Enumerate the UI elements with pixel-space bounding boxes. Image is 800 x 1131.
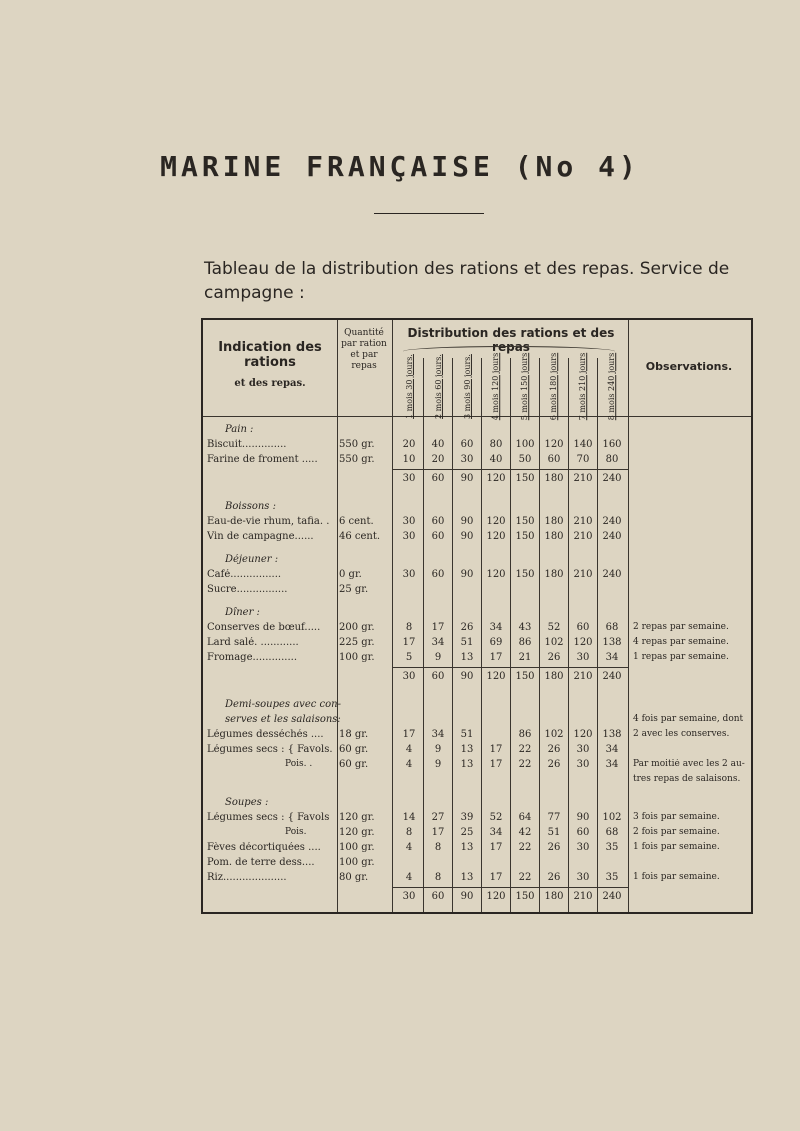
section-label: serves et les salaisons: — [225, 714, 341, 725]
section-label: Pain : — [225, 424, 254, 435]
ration-count-cell: 140 — [573, 439, 593, 450]
quantity-cell: 6 cent. — [339, 516, 374, 527]
ration-count-cell: 34 — [605, 744, 619, 755]
observations-header: Observations. — [645, 360, 733, 373]
ration-count-cell: 240 — [602, 531, 622, 542]
ration-count-cell: 90 — [460, 569, 474, 580]
ration-count-cell: 60 — [547, 454, 561, 465]
ration-count-cell: 17 — [489, 744, 503, 755]
ration-count-cell: 30 — [576, 842, 590, 853]
ration-count-cell: 13 — [460, 872, 474, 883]
row-label: Biscuit.............. — [207, 439, 287, 450]
quantity-cell: 25 gr. — [339, 584, 369, 595]
period-column-divider — [423, 358, 424, 912]
table-row — [203, 454, 751, 467]
period-header — [569, 352, 597, 420]
ration-count-cell: 210 — [573, 516, 593, 527]
period-header-label: 6 mois 180 jours — [549, 352, 559, 420]
table-row — [203, 584, 751, 597]
row-label: Sucre................ — [207, 584, 288, 595]
ration-count-cell: 13 — [460, 744, 474, 755]
ration-count-cell: 26 — [547, 842, 561, 853]
ration-count-cell: 80 — [605, 454, 619, 465]
table-row — [203, 554, 751, 567]
ration-count-cell: 90 — [576, 812, 590, 823]
ration-count-cell: 138 — [602, 729, 622, 740]
ration-count-cell: 40 — [431, 439, 445, 450]
ration-count-cell: 51 — [460, 729, 474, 740]
ration-count-cell: 39 — [460, 812, 474, 823]
ration-count-cell: 90 — [460, 531, 474, 542]
ration-count-cell: 13 — [460, 759, 474, 770]
ration-count-cell: 26 — [460, 622, 474, 633]
table-row — [203, 774, 751, 787]
ration-count-cell: 26 — [547, 872, 561, 883]
table-row — [203, 842, 751, 855]
row-label: Vin de campagne...... — [207, 531, 314, 542]
table-row — [203, 891, 751, 904]
ration-count-cell: 69 — [489, 637, 503, 648]
ration-count-cell: 20 — [431, 454, 445, 465]
observation-cell: tres repas de salaisons. — [633, 774, 741, 784]
table-row — [203, 652, 751, 665]
quantity-cell: 550 gr. — [339, 454, 375, 465]
period-header-label: 5 mois 150 jours — [520, 352, 530, 420]
row-label: Eau-de-vie rhum, tafia. . — [207, 516, 330, 527]
section-label: Déjeuner : — [225, 554, 279, 565]
ration-count-cell: 120 — [544, 439, 564, 450]
quantity-cell: 46 cent. — [339, 531, 381, 542]
quantity-cell: 120 gr. — [339, 812, 375, 823]
ration-count-cell: 86 — [518, 637, 532, 648]
ration-count-cell: 30 — [576, 744, 590, 755]
ration-count-cell: 30 — [402, 473, 416, 484]
ration-count-cell: 150 — [515, 516, 535, 527]
ration-count-cell: 180 — [544, 531, 564, 542]
ration-count-cell: 30 — [576, 652, 590, 663]
ration-count-cell: 86 — [518, 729, 532, 740]
ration-count-cell: 8 — [405, 622, 413, 633]
ration-count-cell: 240 — [602, 891, 622, 902]
quantity-cell: 550 gr. — [339, 439, 375, 450]
ration-count-cell: 68 — [605, 827, 619, 838]
table-row — [203, 671, 751, 684]
ration-count-cell: 8 — [434, 872, 442, 883]
ration-count-cell: 9 — [434, 652, 442, 663]
ration-count-cell: 22 — [518, 872, 532, 883]
quantity-cell: 100 gr. — [339, 857, 375, 868]
period-column-divider — [568, 358, 569, 912]
row-label: Conserves de bœuf..... — [207, 622, 321, 633]
ration-count-cell: 35 — [605, 872, 619, 883]
ration-count-cell: 21 — [518, 652, 532, 663]
ration-count-cell: 60 — [431, 531, 445, 542]
ration-count-cell: 90 — [460, 516, 474, 527]
period-header-label: 7 mois 210 jours — [578, 352, 588, 420]
table-caption: Tableau de la distribution des rations et des repas. Service de campagne : — [204, 259, 730, 303]
ration-count-cell: 240 — [602, 516, 622, 527]
period-header — [482, 352, 510, 420]
ration-count-cell: 8 — [434, 842, 442, 853]
ration-count-cell: 90 — [460, 671, 474, 682]
ration-count-cell: 9 — [434, 759, 442, 770]
ration-count-cell: 120 — [486, 531, 506, 542]
ration-count-cell: 30 — [576, 872, 590, 883]
row-label: Pois. . — [285, 759, 313, 769]
period-column-divider — [539, 358, 540, 912]
quantity-header: Quantité par ration et par repas — [341, 328, 387, 371]
row-label: Légumes secs : { Favols — [207, 812, 330, 823]
ration-count-cell: 102 — [544, 637, 564, 648]
ration-count-cell: 9 — [434, 744, 442, 755]
ration-count-cell: 180 — [544, 516, 564, 527]
ration-count-cell: 160 — [602, 439, 622, 450]
ration-count-cell: 26 — [547, 744, 561, 755]
ration-count-cell: 4 — [405, 872, 413, 883]
ration-count-cell: 34 — [605, 652, 619, 663]
ration-count-cell: 77 — [547, 812, 561, 823]
ration-count-cell: 60 — [431, 516, 445, 527]
table-row — [203, 424, 751, 437]
title-divider — [374, 213, 484, 214]
row-label: Farine de froment ..... — [207, 454, 318, 465]
ration-count-cell: 180 — [544, 473, 564, 484]
table-row — [203, 637, 751, 650]
ration-count-cell: 14 — [402, 812, 416, 823]
ration-count-cell: 51 — [547, 827, 561, 838]
ration-count-cell: 60 — [460, 439, 474, 450]
ration-count-cell: 13 — [460, 652, 474, 663]
ration-count-cell: 34 — [431, 729, 445, 740]
ration-count-cell: 180 — [544, 569, 564, 580]
table-row — [203, 714, 751, 727]
ration-count-cell: 30 — [402, 891, 416, 902]
table-row — [203, 827, 751, 840]
quantity-cell: 60 gr. — [339, 759, 369, 770]
ration-count-cell: 210 — [573, 891, 593, 902]
ration-count-cell: 34 — [605, 759, 619, 770]
ration-count-cell: 100 — [515, 439, 535, 450]
ration-count-cell: 120 — [486, 671, 506, 682]
section-label: Soupes : — [225, 797, 269, 808]
ration-count-cell: 40 — [489, 454, 503, 465]
ration-count-cell: 64 — [518, 812, 532, 823]
period-column-divider — [452, 358, 453, 912]
ration-count-cell: 120 — [486, 569, 506, 580]
ration-count-cell: 17 — [489, 652, 503, 663]
ration-count-cell: 210 — [573, 531, 593, 542]
rations-table — [201, 318, 753, 914]
observation-cell: 4 repas par semaine. — [633, 637, 729, 647]
ration-count-cell: 43 — [518, 622, 532, 633]
period-header — [598, 352, 626, 420]
ration-count-cell: 13 — [460, 842, 474, 853]
table-row — [203, 857, 751, 870]
ration-count-cell: 150 — [515, 531, 535, 542]
quantity-cell: 100 gr. — [339, 842, 375, 853]
ration-count-cell: 30 — [576, 759, 590, 770]
ration-count-cell: 68 — [605, 622, 619, 633]
table-row — [203, 439, 751, 452]
table-row — [203, 607, 751, 620]
ration-count-cell: 180 — [544, 671, 564, 682]
ration-count-cell: 60 — [431, 891, 445, 902]
ration-count-cell: 120 — [486, 891, 506, 902]
quantity-cell: 225 gr. — [339, 637, 375, 648]
period-header-label: 8 mois 240 jours — [607, 352, 617, 420]
ration-count-cell: 90 — [460, 891, 474, 902]
ration-count-cell: 17 — [402, 637, 416, 648]
table-row — [203, 516, 751, 529]
observation-cell: 2 repas par semaine. — [633, 622, 729, 632]
table-row — [203, 759, 751, 772]
quantity-cell: 0 gr. — [339, 569, 362, 580]
row-label: Lard salé. ............ — [207, 637, 299, 648]
header-rule — [203, 416, 751, 417]
section-label: Boissons : — [225, 501, 276, 512]
quantity-cell: 80 gr. — [339, 872, 369, 883]
row-label: Légumes desséchés .... — [207, 729, 324, 740]
table-row — [203, 473, 751, 486]
section-label: Dîner : — [225, 607, 260, 618]
ration-count-cell: 8 — [405, 827, 413, 838]
table-row — [203, 729, 751, 742]
ration-count-cell: 50 — [518, 454, 532, 465]
period-header — [453, 353, 481, 419]
row-label: Légumes secs : { Favols. — [207, 744, 333, 755]
ration-count-cell: 240 — [602, 671, 622, 682]
observation-cell: 3 fois par semaine. — [633, 812, 720, 822]
ration-count-cell: 27 — [431, 812, 445, 823]
ration-count-cell: 60 — [431, 569, 445, 580]
ration-count-cell: 17 — [489, 759, 503, 770]
page-title: MARINE FRANÇAISE (No 4) — [160, 150, 640, 183]
period-column-divider — [481, 358, 482, 912]
ration-count-cell: 60 — [576, 827, 590, 838]
period-column-divider — [510, 358, 511, 912]
ration-count-cell: 30 — [402, 671, 416, 682]
quantity-cell: 120 gr. — [339, 827, 375, 838]
ration-count-cell: 26 — [547, 759, 561, 770]
ration-count-cell: 150 — [515, 569, 535, 580]
ration-count-cell: 150 — [515, 891, 535, 902]
row-label: Fromage.............. — [207, 652, 298, 663]
row-label: Pois. — [285, 827, 307, 837]
observation-cell: 1 repas par semaine. — [633, 652, 729, 662]
ration-count-cell: 240 — [602, 569, 622, 580]
ration-count-cell: 120 — [573, 729, 593, 740]
quantity-cell: 200 gr. — [339, 622, 375, 633]
period-header-label: 3 mois 90 jours. — [462, 353, 472, 419]
table-row — [203, 797, 751, 810]
table-row — [203, 699, 751, 712]
section-label: Demi-soupes avec con- — [225, 699, 341, 710]
period-header — [540, 352, 568, 420]
ration-count-cell: 60 — [431, 671, 445, 682]
ration-count-cell: 150 — [515, 671, 535, 682]
ration-count-cell: 17 — [431, 827, 445, 838]
ration-count-cell: 17 — [431, 622, 445, 633]
distribution-header: Distribution des rations et des repas — [407, 326, 615, 354]
ration-count-cell: 90 — [460, 473, 474, 484]
period-column-divider — [597, 358, 598, 912]
observation-cell: 4 fois par semaine, dont — [633, 714, 744, 724]
quantity-cell: 100 gr. — [339, 652, 375, 663]
ration-count-cell: 210 — [573, 671, 593, 682]
ration-count-cell: 60 — [576, 622, 590, 633]
ration-count-cell: 4 — [405, 744, 413, 755]
ration-count-cell: 4 — [405, 842, 413, 853]
ration-count-cell: 60 — [431, 473, 445, 484]
observation-cell: 2 avec les conserves. — [633, 729, 730, 739]
ration-count-cell: 30 — [460, 454, 474, 465]
ration-count-cell: 42 — [518, 827, 532, 838]
ration-count-cell: 52 — [547, 622, 561, 633]
ration-count-cell: 22 — [518, 759, 532, 770]
table-row — [203, 812, 751, 825]
ration-count-cell: 25 — [460, 827, 474, 838]
ration-count-cell: 26 — [547, 652, 561, 663]
ration-count-cell: 70 — [576, 454, 590, 465]
period-header-label: 1 mois 30 jours. — [404, 353, 414, 419]
observation-cell: Par moitié avec les 2 au- — [633, 759, 745, 769]
table-row — [203, 872, 751, 885]
quantity-cell: 60 gr. — [339, 744, 369, 755]
row-label: Riz.................... — [207, 872, 287, 883]
period-header-label: 4 mois 120 jours — [491, 352, 501, 420]
ration-count-cell: 210 — [573, 473, 593, 484]
ration-count-cell: 180 — [544, 891, 564, 902]
ration-count-cell: 102 — [602, 812, 622, 823]
indication-header — [203, 340, 337, 389]
ration-count-cell: 150 — [515, 473, 535, 484]
indication-header-line1: Indication des rations — [218, 340, 322, 370]
ration-count-cell: 52 — [489, 812, 503, 823]
period-header — [511, 352, 539, 420]
period-header-label: 2 mois 60 jours. — [433, 353, 443, 419]
ration-count-cell: 30 — [402, 531, 416, 542]
row-label: Fèves décortiquées .... — [207, 842, 321, 853]
row-label: Pom. de terre dess.... — [207, 857, 315, 868]
ration-count-cell: 138 — [602, 637, 622, 648]
ration-count-cell: 5 — [405, 652, 413, 663]
ration-count-cell: 210 — [573, 569, 593, 580]
quantity-cell: 18 gr. — [339, 729, 369, 740]
ration-count-cell: 30 — [402, 569, 416, 580]
ration-count-cell: 22 — [518, 744, 532, 755]
row-label: Café................ — [207, 569, 282, 580]
table-row — [203, 569, 751, 582]
ration-count-cell: 4 — [405, 759, 413, 770]
ration-count-cell: 120 — [486, 473, 506, 484]
observation-cell: 2 fois par semaine. — [633, 827, 720, 837]
observation-cell: 1 fois par semaine. — [633, 842, 720, 852]
ration-count-cell: 10 — [402, 454, 416, 465]
ration-count-cell: 30 — [402, 516, 416, 527]
table-row — [203, 501, 751, 514]
period-header — [395, 353, 423, 419]
ration-count-cell: 20 — [402, 439, 416, 450]
period-header — [424, 353, 452, 419]
ration-count-cell: 34 — [489, 622, 503, 633]
ration-count-cell: 34 — [489, 827, 503, 838]
ration-count-cell: 17 — [402, 729, 416, 740]
ration-count-cell: 80 — [489, 439, 503, 450]
ration-count-cell: 22 — [518, 842, 532, 853]
ration-count-cell: 120 — [573, 637, 593, 648]
table-row — [203, 744, 751, 757]
table-row — [203, 622, 751, 635]
indication-header-line2: et des repas. — [234, 378, 306, 389]
ration-count-cell: 120 — [486, 516, 506, 527]
ration-count-cell: 102 — [544, 729, 564, 740]
ration-count-cell: 240 — [602, 473, 622, 484]
ration-count-cell: 35 — [605, 842, 619, 853]
ration-count-cell: 17 — [489, 872, 503, 883]
ration-count-cell: 34 — [431, 637, 445, 648]
table-row — [203, 531, 751, 544]
ration-count-cell: 51 — [460, 637, 474, 648]
ration-count-cell: 17 — [489, 842, 503, 853]
observation-cell: 1 fois par semaine. — [633, 872, 720, 882]
